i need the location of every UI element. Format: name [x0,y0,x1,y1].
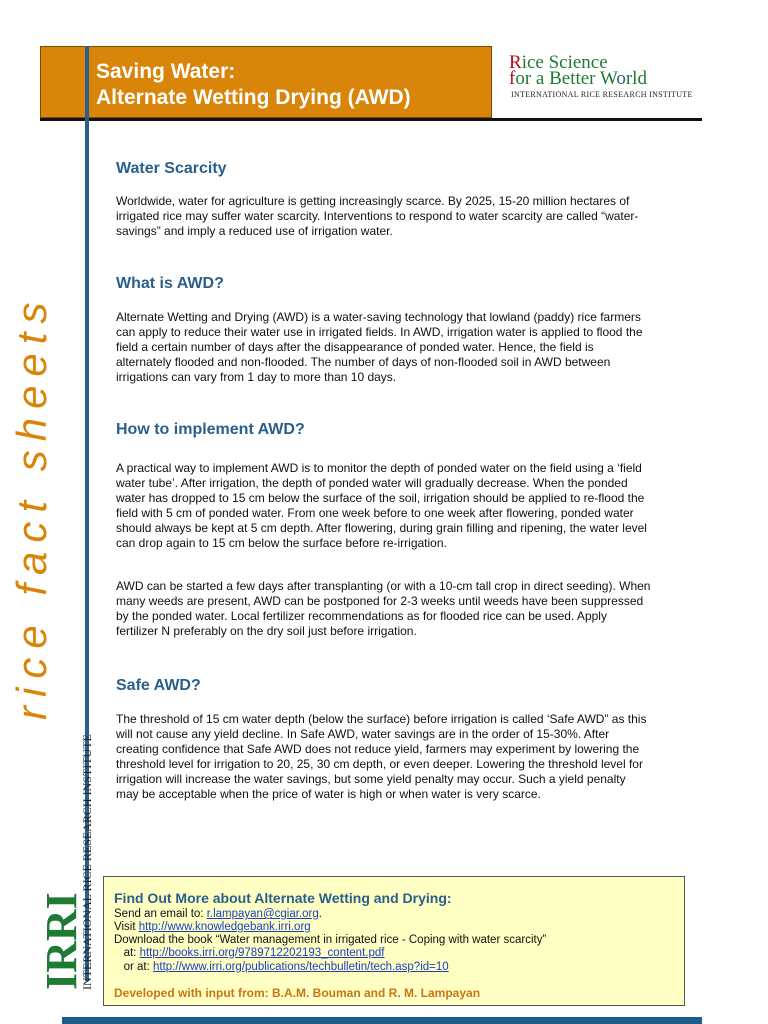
email-prefix: Send an email to: [114,908,207,920]
page-title-line1: Saving Water: [96,60,236,83]
knowledgebank-link[interactable]: http://www.knowledgebank.irri.org [138,921,311,933]
logo-line2-end: rld [625,68,647,89]
find-more-title: Find Out More about Alternate Wetting and Drying: [114,890,452,906]
paragraph: The threshold of 15 cm water depth (below the surface) before irrigation is called ‘Safe AWD” as this will not cause any yield decline. In Safe AWD, water savings are in the order of 15-30%. After creating confidence that Safe AWD does not reduce yield, farmers may experiment by lowering the threshold level for irrigation to 20, 25, 30 cm depth, or even deeper. Lowering the threshold level for irrigation will increase the water savings, but some yield penalty may occur. Such a yield penalty may be acceptable when the price of water is high or when water is very scarce. [116,712,647,801]
logo-line2 [509,68,647,90]
at-prefix: at: [114,947,140,959]
irri-full-name: INTERNATIONAL RICE RESEARCH INSTITUTE [80,734,94,990]
logo-initial-f: f [509,68,516,89]
logo-line2-text: or a Better W [515,68,617,89]
series-label: rice fact sheets [8,293,55,720]
credits: Developed with input from: B.A.M. Bouman and R. M. Lampayan [114,986,481,1000]
visit-prefix: Visit [114,921,139,933]
section-heading-safe-awd: Safe AWD? [116,677,201,694]
visit-line [114,921,311,933]
logo-subtitle: INTERNATIONAL RICE RESEARCH INSTITUTE [511,90,693,99]
email-suffix: . [318,908,322,920]
section-heading-how-to-implement: How to implement AWD? [116,421,305,438]
email-link[interactable]: r.lampayan@cgiar.org [206,908,319,920]
paragraph: A practical way to implement AWD is to monitor the depth of ponded water on the field using a ‘field water tube’. After irrigation, the depth of ponded water will gradually decrease. When the ponded water has dropped to 15 cm below the surface of the soil, irrigation should be applied to re-flood the field with 5 cm of ponded water. From one week before to one week after flowering, ponded water should always be kept at 5 cm depth. After flowering, during grain filling and ripening, the water level can drop again to 15 cm below the surface before re-irrigation. [116,461,647,550]
globe-icon: o [616,68,626,89]
header-rule [40,118,702,121]
download-line: Download the book “Water management in irrigated rice - Coping with water scarcity” [114,934,547,946]
irri-logo-mark: IRRI [37,892,86,990]
or-line [114,961,449,973]
page-title-line2: Alternate Wetting Drying (AWD) [96,86,411,109]
paragraph: Worldwide, water for agriculture is getting increasingly scarce. By 2025, 15-20 million hectares of irrigated rice may suffer water scarcity. Interventions to respond to water scarcity are called “water-savings” and imply a reduced use of irrigation water. [116,194,639,238]
at-line [114,947,384,959]
techbulletin-link[interactable]: http://www.irri.org/publications/techbulletin/tech.asp?id=10 [153,961,449,973]
email-line [114,908,322,920]
or-prefix: or at: [114,961,153,973]
section-heading-what-is-awd: What is AWD? [116,275,224,292]
logo-initial-r: R [509,52,522,73]
logo-line1-text: ice Science [521,52,608,73]
section-heading-water-scarcity: Water Scarcity [116,160,227,177]
paragraph: Alternate Wetting and Drying (AWD) is a water-saving technology that lowland (paddy) rice farmers can apply to reduce their water use in irrigated fields. In AWD, irrigation water is applied to flood the field a certain number of days after the disappearance of ponded water. Hence, the field is alternately flooded and non-flooded. The number of days of non-flooded soil in AWD between irrigations can vary from 1 day to more than 10 days. [116,310,643,384]
bottom-bar [62,1017,702,1024]
book-pdf-link[interactable]: http://books.irri.org/9789712202193_content.pdf [139,947,385,959]
paragraph: AWD can be started a few days after transplanting (or with a 10-cm tall crop in direct seeding). When many weeds are present, AWD can be postponed for 2-3 weeks until weeds have been suppressed by the ponded water. Local fertilizer recommendations as for flooded rice can be used. Apply fertilizer N preferably on the dry soil just before irrigation. [116,579,651,638]
